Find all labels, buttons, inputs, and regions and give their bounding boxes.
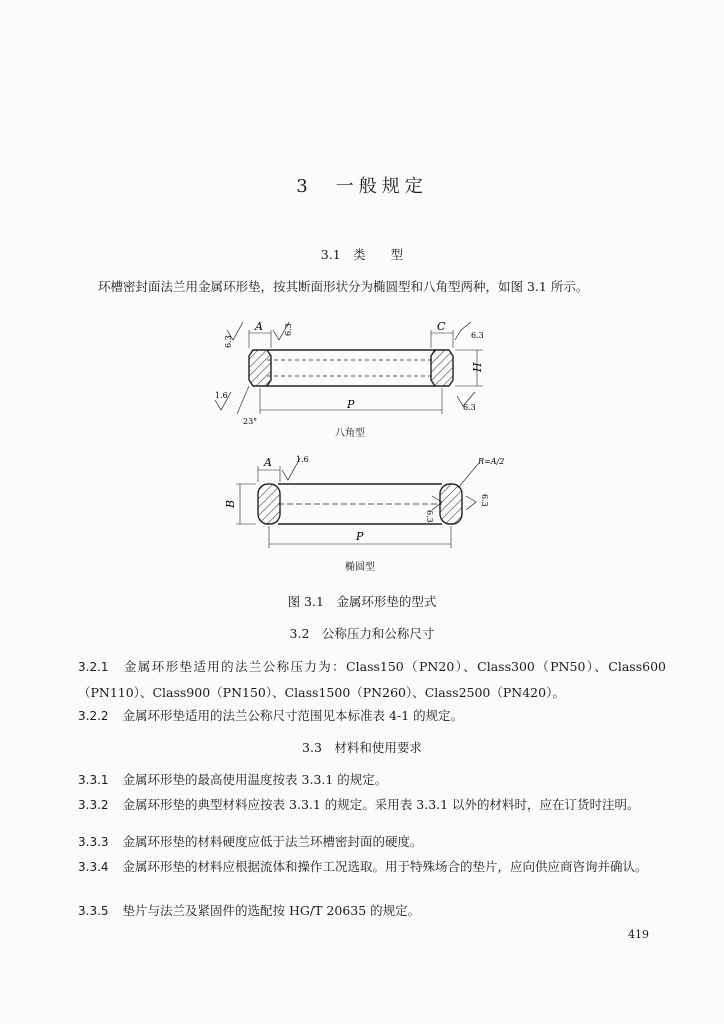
item-number: 3.2.2 xyxy=(78,709,109,723)
label-ra-2: 6.3 xyxy=(284,323,293,336)
left-oval-section xyxy=(258,484,280,524)
item-number: 3.3.4 xyxy=(78,860,109,874)
oval-label-ra-1: 1.6 xyxy=(296,455,309,464)
caption-octagonal: 八角型 xyxy=(335,428,365,439)
item-number: 3.3.3 xyxy=(78,835,109,849)
item-3-3-4 xyxy=(78,854,666,880)
item-number: 3.2.1 xyxy=(78,660,109,674)
figure-octagonal-ring xyxy=(205,318,505,440)
page-number: 419 xyxy=(628,928,649,941)
section-heading-3-2: 3.2 公称压力和公称尺寸 xyxy=(289,626,435,641)
right-oval-section xyxy=(440,484,462,524)
item-text: 金属环形垫的材料应根据流体和操作工况选取。用于特殊场合的垫片，应向供应商咨询并确认。 xyxy=(122,859,648,874)
item-text: 金属环形垫的最高使用温度按表 3.3.1 的规定。 xyxy=(122,772,388,787)
section-heading-3-1: 3.1 类 型 xyxy=(320,247,404,262)
oval-label-B: B xyxy=(224,499,237,508)
label-angle: 23° xyxy=(243,417,258,426)
item-number: 3.3.1 xyxy=(78,773,109,787)
item-text: 金属环形垫适用的法兰公称压力为：Class150（PN20）、Class300（PN50）、Class600（PN110）、Class900（PN150）、Class1500（PN260）、Class2500（PN420）。 xyxy=(78,659,666,700)
label-ra-3: 6.3 xyxy=(471,331,484,340)
item-3-3-1 xyxy=(78,767,666,793)
item-text: 金属环形垫的材料硬度应低于法兰环槽密封面的硬度。 xyxy=(122,834,423,849)
oval-label-R: R=A/2 xyxy=(478,457,505,466)
label-H: H xyxy=(471,362,484,372)
item-text: 金属环形垫适用的法兰公称尺寸范围见本标准表 4-1 的规定。 xyxy=(122,708,464,723)
section-heading-3-3: 3.3 材料和使用要求 xyxy=(302,740,422,755)
figure-oval-ring xyxy=(220,452,510,562)
item-3-2-2 xyxy=(78,703,666,729)
label-ra-5: 1.6 xyxy=(215,391,228,400)
item-3-2-1 xyxy=(78,654,666,705)
oval-label-P: P xyxy=(356,530,364,543)
item-3-3-5 xyxy=(78,898,666,924)
item-3-3-2 xyxy=(78,792,666,818)
label-P: P xyxy=(347,398,355,411)
caption-oval: 椭圆型 xyxy=(345,562,375,573)
oval-label-ra-2: 6.3 xyxy=(425,510,434,523)
item-number: 3.3.5 xyxy=(78,904,109,918)
item-3-3-3 xyxy=(78,829,666,855)
oval-label-A: A xyxy=(264,456,272,469)
label-ra-1: 6.3 xyxy=(224,335,233,348)
item-number: 3.3.2 xyxy=(78,798,109,812)
label-C: C xyxy=(437,320,446,333)
figure-caption: 图 3.1 金属环形垫的型式 xyxy=(287,594,437,609)
oval-label-ra-3: 6.3 xyxy=(480,494,489,507)
left-section xyxy=(249,350,271,386)
section-3-1-intro: 环槽密封面法兰用金属环形垫，按其断面形状分为椭圆型和八角型两种，如图 3.1 所示。 xyxy=(98,279,589,294)
item-text: 垫片与法兰及紧固件的选配按 HG/T 20635 的规定。 xyxy=(122,903,421,918)
label-A: A xyxy=(255,320,263,333)
right-section xyxy=(431,350,453,386)
chapter-title: 3 一般规定 xyxy=(296,176,428,197)
label-ra-4: 6.3 xyxy=(463,403,476,412)
item-text: 金属环形垫的典型材料应按表 3.3.1 的规定。采用表 3.3.1 以外的材料时，应在订货时注明。 xyxy=(122,797,640,812)
